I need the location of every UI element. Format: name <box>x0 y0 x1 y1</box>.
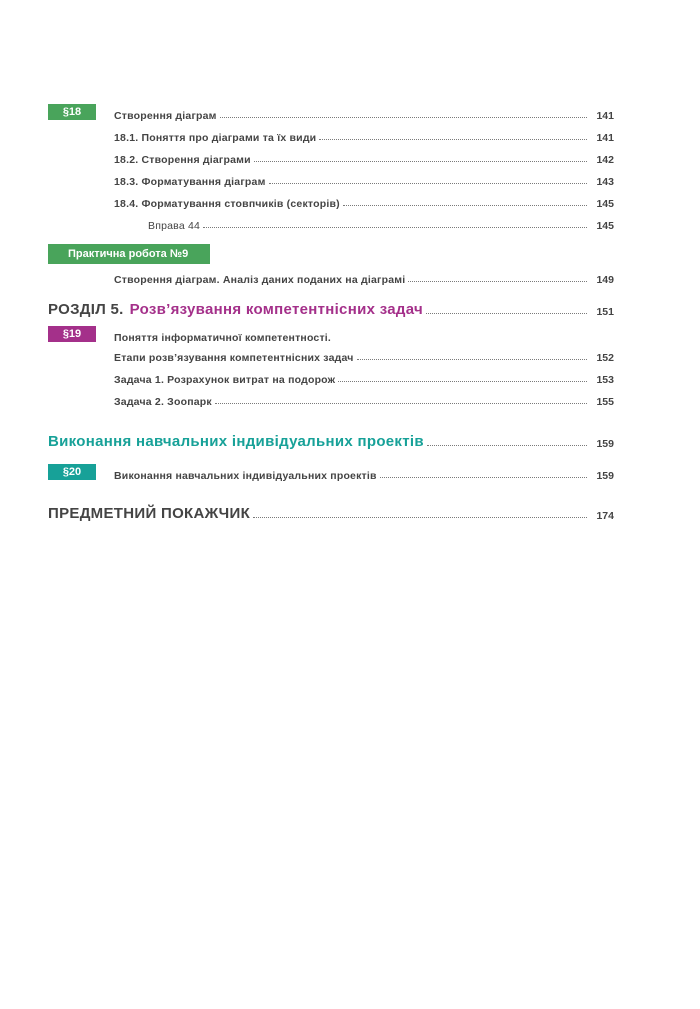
toc-section-19[interactable] <box>48 322 614 344</box>
toc-page-number: 159 <box>596 470 614 482</box>
toc-item[interactable] <box>48 166 614 188</box>
toc-entry-title: Виконання навчальних індивідуальних проектів <box>114 470 377 482</box>
toc-entry-title: Етапи розв’язування компетентнісних задач <box>114 352 354 364</box>
dot-leader <box>357 359 587 360</box>
toc-page-number: 141 <box>596 110 614 122</box>
section-badge: §19 <box>48 326 96 342</box>
section-badge: §18 <box>48 104 96 120</box>
dot-leader <box>338 381 587 382</box>
toc-entry-title: Поняття інформатичної компетентності. <box>114 332 332 344</box>
toc-page-number: 145 <box>596 220 614 232</box>
toc-chapter-5[interactable] <box>48 292 614 318</box>
index-title: ПРЕДМЕТНИЙ ПОКАЖЧИК <box>48 505 251 522</box>
toc-page-number: 155 <box>596 396 614 408</box>
practical-work-label: Практична робота №9 <box>48 244 210 264</box>
dot-leader <box>253 517 587 518</box>
chapter-title: Розв’язування компетентнісних задач <box>129 301 423 318</box>
toc-section-19-cont[interactable] <box>48 344 614 364</box>
chapter-prefix: РОЗДІЛ 5. <box>48 301 124 318</box>
dot-leader <box>203 227 587 228</box>
dot-leader <box>215 403 587 404</box>
toc-section-20[interactable] <box>48 456 614 482</box>
toc-projects-heading[interactable] <box>48 422 614 450</box>
toc-entry-title: Створення діаграм <box>114 110 217 122</box>
toc-entry-title: 18.3. Форматування діаграм <box>114 176 266 188</box>
toc-entry-title: 18.1. Поняття про діаграми та їх види <box>114 132 317 144</box>
table-of-contents <box>48 100 614 522</box>
toc-item[interactable] <box>48 122 614 144</box>
toc-page-number: 145 <box>596 198 614 210</box>
toc-subject-index[interactable] <box>48 496 614 522</box>
toc-page-number: 143 <box>596 176 614 188</box>
dot-leader <box>220 117 587 118</box>
toc-page-number: 151 <box>596 306 614 318</box>
dot-leader <box>254 161 587 162</box>
toc-item[interactable] <box>48 188 614 210</box>
toc-page-number: 159 <box>596 438 614 450</box>
toc-page-number: 149 <box>596 274 614 286</box>
dot-leader <box>426 313 587 314</box>
toc-page-number: 174 <box>596 510 614 522</box>
dot-leader <box>343 205 587 206</box>
toc-page-number: 142 <box>596 154 614 166</box>
section-badge: §20 <box>48 464 96 480</box>
toc-item[interactable] <box>48 364 614 386</box>
toc-item[interactable] <box>48 386 614 408</box>
toc-page-number: 152 <box>596 352 614 364</box>
toc-entry-title: Задача 1. Розрахунок витрат на подорож <box>114 374 336 386</box>
dot-leader <box>269 183 587 184</box>
projects-title: Виконання навчальних індивідуальних проектів <box>48 433 424 450</box>
toc-entry-title: 18.4. Форматування стовпчиків (секторів) <box>114 198 340 210</box>
toc-practical-entry[interactable] <box>48 264 614 286</box>
toc-entry-title: Вправа 44 <box>148 220 201 232</box>
toc-exercise[interactable] <box>48 210 614 232</box>
toc-entry-title: Задача 2. Зоопарк <box>114 396 212 408</box>
dot-leader <box>319 139 587 140</box>
dot-leader <box>408 281 587 282</box>
toc-section-18[interactable] <box>48 100 614 122</box>
toc-entry-title: 18.2. Створення діаграми <box>114 154 251 166</box>
dot-leader <box>427 445 587 446</box>
toc-page-number: 141 <box>596 132 614 144</box>
dot-leader <box>380 477 587 478</box>
toc-page-number: 153 <box>596 374 614 386</box>
toc-item[interactable] <box>48 144 614 166</box>
toc-entry-title: Створення діаграм. Аналіз даних поданих на діаграмі <box>114 274 406 286</box>
